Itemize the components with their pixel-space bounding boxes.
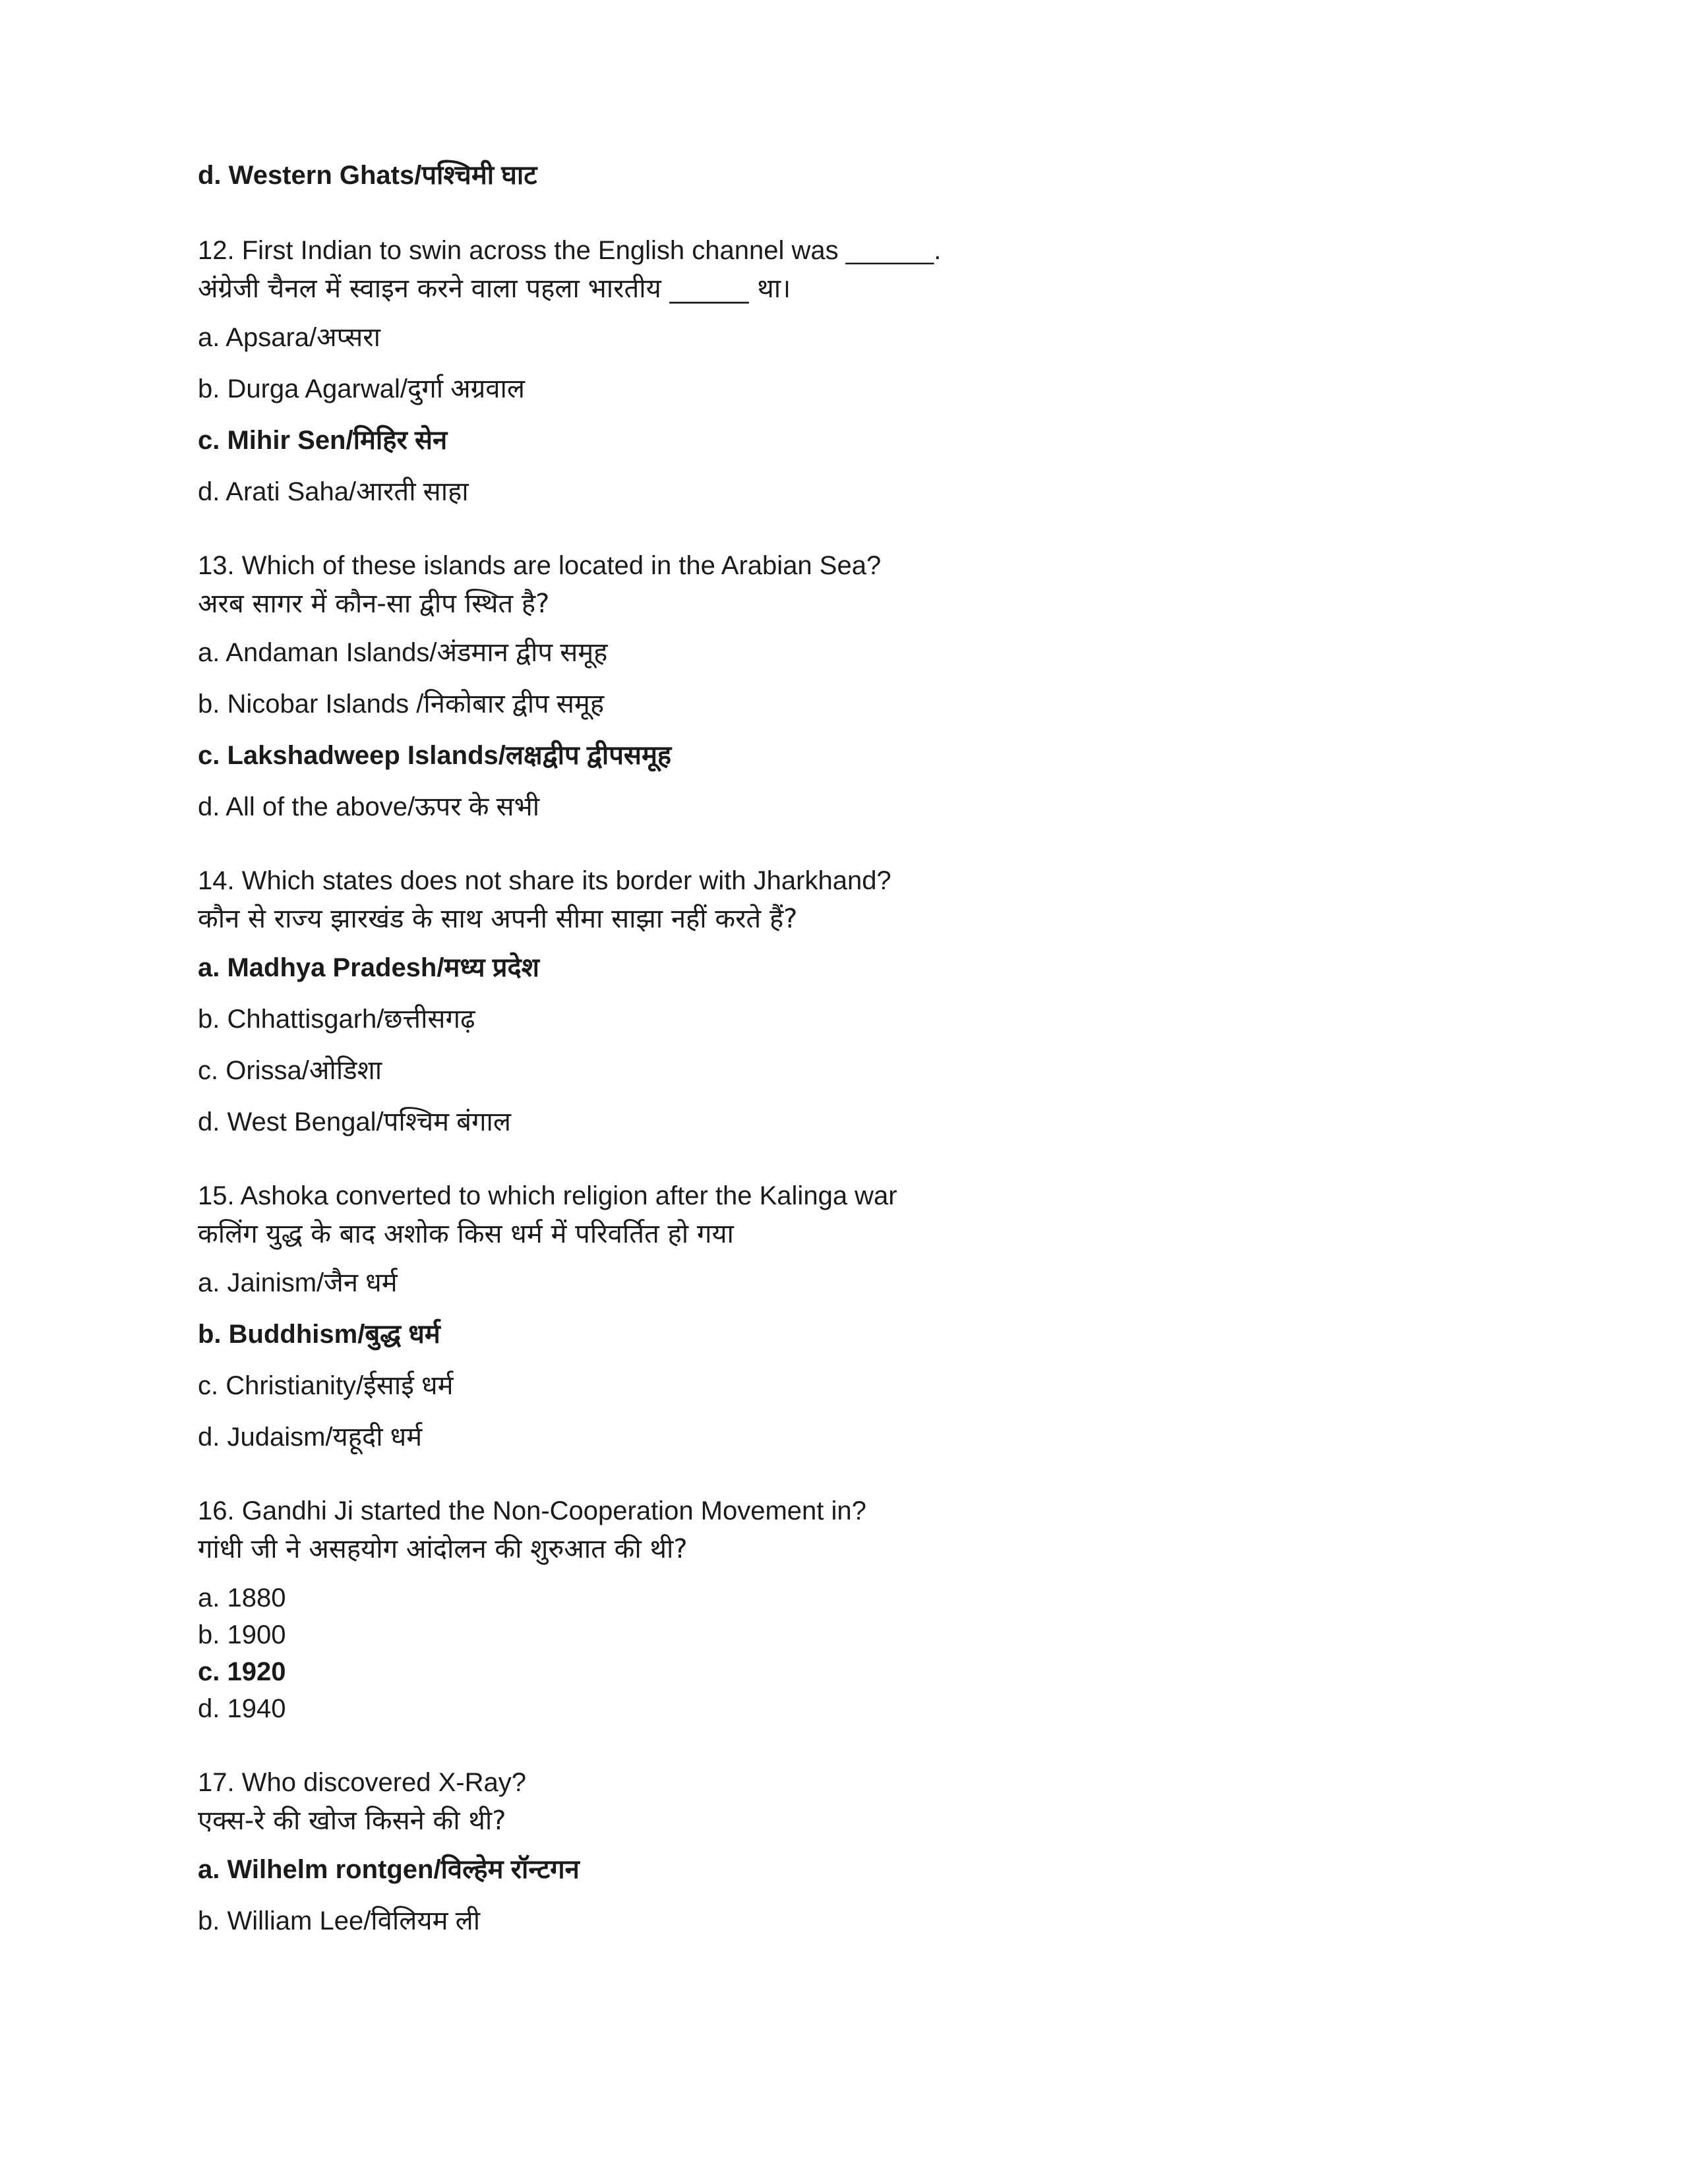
option-b-correct: b. Buddhism/बुद्ध धर्म	[198, 1320, 440, 1349]
question-text-en: 14. Which states does not share its border with Jharkhand?	[198, 866, 891, 895]
option-a: a. Andaman Islands/अंडमान द्वीप समूह	[198, 638, 608, 667]
option-d: d. West Bengal/पश्चिम बंगाल	[198, 1107, 511, 1136]
question-text-hi: अरब सागर में कौन-सा द्वीप स्थित है?	[198, 589, 550, 619]
question-text-hi: कौन से राज्य झारखंड के साथ अपनी सीमा साझा नहीं करते हैं?	[198, 904, 798, 934]
option-c: c. Christianity/ईसाई धर्म	[198, 1371, 454, 1400]
option-correct: d. Western Ghats/पश्चिमी घाट	[198, 161, 537, 190]
option-b: b. Durga Agarwal/दुर्गा अग्रवाल	[198, 374, 526, 403]
option-a-correct: a. Madhya Pradesh/मध्य प्रदेश	[198, 953, 539, 982]
question-block	[198, 548, 1517, 824]
option-d: d. Arati Saha/आरती साहा	[198, 477, 469, 506]
question-text-en: 13. Which of these islands are located in the Arabian Sea?	[198, 551, 882, 580]
question-text-en: 15. Ashoka converted to which religion after the Kalinga war	[198, 1181, 897, 1210]
quiz-content	[198, 158, 1517, 1978]
option-c: c. Orissa/ओडिशा	[198, 1056, 382, 1085]
option-a-correct: a. Wilhelm rontgen/विल्हेम रॉन्टगन	[198, 1855, 580, 1884]
question-text-hi: अंग्रेजी चैनल में स्वाइन करने वाला पहला भारतीय ______ था।	[198, 274, 791, 304]
question-block	[198, 1765, 1517, 1938]
option-a: a. 1880	[198, 1583, 286, 1612]
question-block	[198, 1494, 1517, 1726]
option-a: a. Jainism/जैन धर्म	[198, 1268, 398, 1297]
option-c-correct: c. Lakshadweep Islands/लक्षद्वीप द्वीपसमूह	[198, 741, 672, 770]
question-text-en: 17. Who discovered X-Ray?	[198, 1768, 527, 1797]
question-text-hi: एक्स-रे की खोज किसने की थी?	[198, 1806, 506, 1836]
option-d: d. All of the above/ऊपर के सभी	[198, 792, 540, 821]
previous-question-tail	[198, 158, 1517, 192]
option-b: b. 1900	[198, 1620, 286, 1649]
question-text-hi: कलिंग युद्ध के बाद अशोक किस धर्म में परिवर्तित हो गया	[198, 1219, 734, 1249]
option-c-correct: c. Mihir Sen/मिहिर सेन	[198, 426, 448, 455]
question-block	[198, 864, 1517, 1139]
option-c-correct: c. 1920	[198, 1657, 286, 1686]
option-d: d. 1940	[198, 1694, 286, 1723]
option-b: b. William Lee/विलियम ली	[198, 1906, 481, 1935]
option-d: d. Judaism/यहूदी धर्म	[198, 1423, 423, 1452]
question-block	[198, 233, 1517, 509]
option-b: b. Nicobar Islands /निकोबार द्वीप समूह	[198, 690, 605, 719]
option-a: a. Apsara/अप्सरा	[198, 323, 380, 352]
question-text-hi: गांधी जी ने असहयोग आंदोलन की शुरुआत की थी?	[198, 1534, 688, 1564]
question-text-en: 12. First Indian to swin across the English channel was ______.	[198, 236, 942, 265]
question-block	[198, 1179, 1517, 1454]
question-text-en: 16. Gandhi Ji started the Non-Cooperation Movement in?	[198, 1496, 866, 1525]
option-b: b. Chhattisgarh/छत्तीसगढ़	[198, 1005, 475, 1034]
